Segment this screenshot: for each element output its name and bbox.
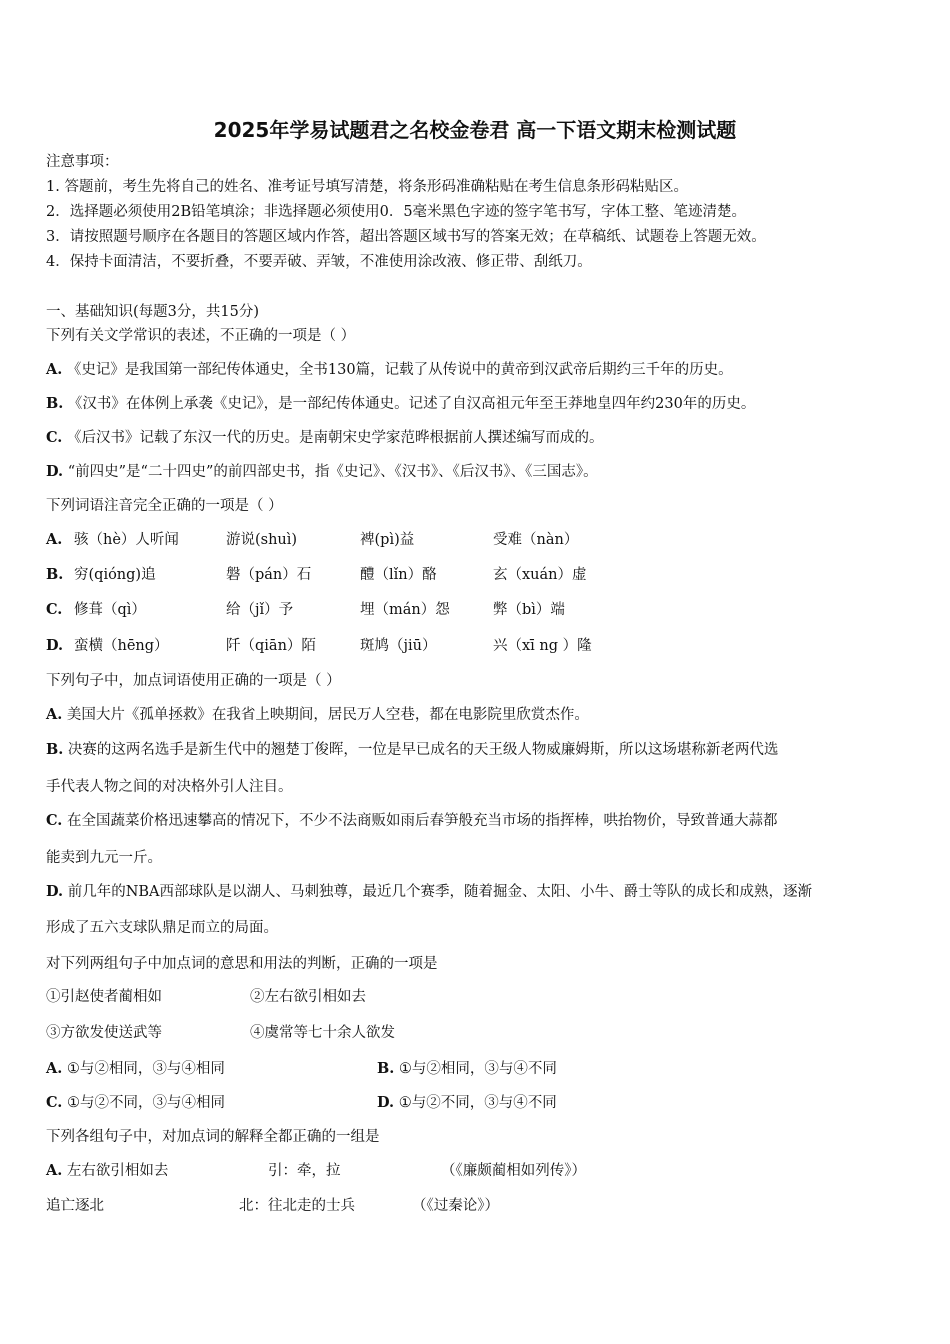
option-label: A. xyxy=(46,1060,63,1077)
q5-option-a-gloss: 引：牵，拉 xyxy=(268,1163,341,1179)
option-text: ①与②不同，③与④相同 xyxy=(66,1095,225,1111)
section-heading: 一、基础知识(每题3分，共15分) xyxy=(46,304,259,320)
notice-item-4: 4．保持卡面清洁，不要折叠，不要弄破、弄皱，不准使用涂改液、修正带、刮纸刀。 xyxy=(46,254,592,270)
option-label: B. xyxy=(46,741,64,758)
q3-option-b xyxy=(46,740,778,760)
option-label: C. xyxy=(46,812,63,829)
option-label: D. xyxy=(46,883,64,900)
option-text: ①与②相同，③与④不同 xyxy=(398,1061,557,1077)
option-text: ①与②相同，③与④相同 xyxy=(66,1061,225,1077)
q3-option-c xyxy=(46,811,777,831)
q2-row-a-c3: 裨(pì)益 xyxy=(360,532,415,548)
q2-row-c-c3: 埋（mán）怨 xyxy=(360,602,450,618)
q3-option-a xyxy=(46,705,589,725)
q2-row-c-c2: 给（jǐ）予 xyxy=(226,602,294,618)
q4-sentence-3: ③方欲发使送武等 xyxy=(46,1025,162,1041)
option-label: D. xyxy=(46,463,64,480)
q2-row-b-c3: 醴（lǐn）酪 xyxy=(360,567,437,583)
q2-row-d-c3: 斑鸠（jiū） xyxy=(360,638,437,654)
q5-option-a-source: （《廉颇蔺相如列传》） xyxy=(441,1163,586,1179)
q2-row-b-c2: 磐（pán）石 xyxy=(226,567,312,583)
q5-stem: 下列各组句子中，对加点词的解释全都正确的一组是 xyxy=(46,1129,380,1145)
q5-row2-gloss: 北：往北走的士兵 xyxy=(239,1198,355,1214)
option-label: C. xyxy=(46,1094,63,1111)
option-text: 决赛的这两名选手是新生代中的翘楚丁俊晖，一位是早已成名的天王级人物威廉姆斯，所以这场堪称新老两代选 xyxy=(67,742,779,758)
q4-option-c xyxy=(46,1093,225,1113)
q4-option-a xyxy=(46,1059,225,1079)
q2-row-a-c4: 受难（nàn） xyxy=(493,532,579,548)
q2-row-d-c2: 阡（qiān）陌 xyxy=(226,638,316,654)
option-text: ①与②不同，③与④不同 xyxy=(398,1095,557,1111)
q3-option-c-cont: 能卖到九元一斤。 xyxy=(46,850,162,866)
q2-row-c-c4: 弊（bì）端 xyxy=(493,602,565,618)
q2-row-a-c1: 骇（hè）人听闻 xyxy=(74,532,179,548)
option-text: 美国大片《孤单拯救》在我省上映期间，居民万人空巷，都在电影院里欣赏杰作。 xyxy=(66,707,589,723)
notice-item-3: 3．请按照题号顺序在各题目的答题区域内作答，超出答题区域书写的答案无效；在草稿纸、试题卷上答题无效。 xyxy=(46,229,766,245)
q2-row-c-c1: 修葺（qì） xyxy=(74,602,146,618)
q4-option-d xyxy=(377,1093,557,1113)
option-text: 《后汉书》记载了东汉一代的历史。是南朝宋史学家范晔根据前人撰述编写而成的。 xyxy=(66,430,604,446)
option-label: A. xyxy=(46,1162,63,1179)
q2-row-b-c4: 玄（xuán）虚 xyxy=(493,567,587,583)
q5-row2-source: （《过秦论》） xyxy=(412,1198,499,1214)
q2-row-c-label: C. xyxy=(46,601,63,618)
q2-row-d-label: D. xyxy=(46,637,64,654)
q1-option-d xyxy=(46,462,598,482)
q3-option-b-cont: 手代表人物之间的对决格外引人注目。 xyxy=(46,779,293,795)
q2-row-b-c1: 穷(qióng)追 xyxy=(74,567,156,583)
q4-sentence-1: ①引赵使者蔺相如 xyxy=(46,989,162,1005)
notice-item-1: 1. 答题前，考生先将自己的姓名、准考证号填写清楚，将条形码准确粘贴在考生信息条形码粘贴区。 xyxy=(46,179,688,195)
page-title: 2025年学易试题君之名校金卷君 高一下语文期末检测试题 xyxy=(213,118,737,142)
q5-option-a xyxy=(46,1161,168,1181)
q4-sentence-2: ②左右欲引相如去 xyxy=(250,989,366,1005)
option-text: “前四史”是“二十四史”的前四部史书，指《史记》、《汉书》、《后汉书》、《三国志》。 xyxy=(67,464,598,480)
q3-option-d xyxy=(46,882,812,902)
q2-row-b-label: B. xyxy=(46,566,64,583)
option-label: B. xyxy=(377,1060,395,1077)
q4-option-b xyxy=(377,1059,557,1079)
q2-row-d-c4: 兴（xī ng ）隆 xyxy=(493,638,592,654)
q1-option-c xyxy=(46,428,603,448)
q2-row-d-c1: 蛮横（hēng） xyxy=(74,638,169,654)
q3-stem: 下列句子中，加点词语使用正确的一项是（ ） xyxy=(46,673,341,689)
notice-heading: 注意事项： xyxy=(46,154,119,170)
option-label: D. xyxy=(377,1094,395,1111)
q4-stem: 对下列两组句子中加点词的意思和用法的判断，正确的一项是 xyxy=(46,956,438,972)
option-text: 左右欲引相如去 xyxy=(66,1163,169,1179)
q1-option-a xyxy=(46,360,733,380)
q4-sentence-4: ④虞常等七十余人欲发 xyxy=(250,1025,395,1041)
option-text: 前几年的NBA西部球队是以湖人、马刺独尊，最近几个赛季，随着掘金、太阳、小牛、爵士等队的成长和成熟，逐渐 xyxy=(67,884,813,900)
notice-item-2: 2．选择题必须使用2B铅笔填涂；非选择题必须使用0．5毫米黑色字迹的签字笔书写，字体工整、笔迹清楚。 xyxy=(46,204,747,220)
option-text: 《史记》是我国第一部纪传体通史，全书130篇，记载了从传说中的黄帝到汉武帝后期约三千年的历史。 xyxy=(66,362,733,378)
q1-option-b xyxy=(46,394,755,414)
q3-option-d-cont: 形成了五六支球队鼎足而立的局面。 xyxy=(46,920,278,936)
q1-stem: 下列有关文学常识的表述，不正确的一项是（ ） xyxy=(46,328,356,344)
option-text: 在全国蔬菜价格迅速攀高的情况下，不少不法商贩如雨后春笋般充当市场的指挥棒，哄抬物价，导致普通大蒜都 xyxy=(66,813,778,829)
q2-row-a-label: A. xyxy=(46,531,63,548)
option-label: A. xyxy=(46,706,63,723)
option-label: B. xyxy=(46,395,64,412)
option-label: A. xyxy=(46,361,63,378)
q2-stem: 下列词语注音完全正确的一项是（ ） xyxy=(46,498,283,514)
option-label: C. xyxy=(46,429,63,446)
option-text: 《汉书》在体例上承袭《史记》，是一部纪传体通史。记述了自汉高祖元年至王莽地皇四年约230年的历史。 xyxy=(67,396,756,412)
q2-row-a-c2: 游说(shuì) xyxy=(226,532,298,548)
q5-row2-phrase: 追亡逐北 xyxy=(46,1198,104,1214)
